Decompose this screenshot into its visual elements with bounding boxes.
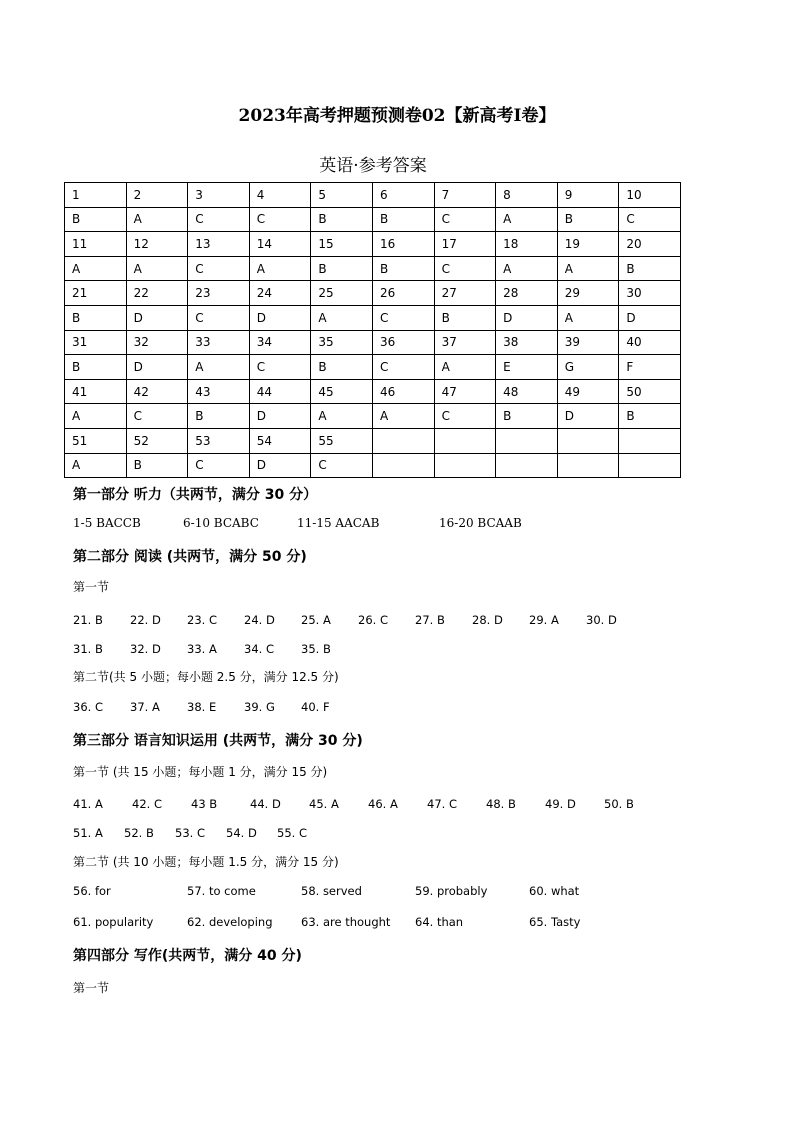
answer-table-cell: A [65, 404, 127, 429]
listening-answers-4: 16-20 BCAAB [439, 516, 522, 530]
answer-item: 46. A [368, 797, 398, 811]
answer-table-cell: 4 [249, 183, 311, 208]
cloze-answers-row-1 [73, 884, 643, 898]
answer-table-cell: 39 [557, 330, 619, 355]
answer-table-cell: A [557, 256, 619, 281]
answer-table-cell: 46 [372, 379, 434, 404]
reading-answers-row-2 [73, 642, 358, 656]
answer-table-cell: 38 [496, 330, 558, 355]
answer-item: 60. what [529, 884, 580, 898]
answer-table-cell: C [311, 453, 373, 478]
answer-item: 61. popularity [73, 915, 154, 929]
answer-item: 21. B [73, 613, 103, 627]
answer-item: 59. probably [415, 884, 488, 898]
answer-table-cell: C [434, 256, 496, 281]
answer-item: 34. C [244, 642, 274, 656]
answer-table [64, 182, 681, 478]
answer-table-cell: 31 [65, 330, 127, 355]
answer-table-cell: 15 [311, 232, 373, 257]
answer-table-cell: C [188, 453, 250, 478]
answer-item: 29. A [529, 613, 559, 627]
answer-item: 42. C [132, 797, 162, 811]
answer-table-row [65, 355, 681, 380]
answer-table-cell: B [434, 305, 496, 330]
answer-table-cell: 36 [372, 330, 434, 355]
answer-table-cell: 42 [126, 379, 188, 404]
answer-table-cell: 12 [126, 232, 188, 257]
answer-table-cell: 40 [619, 330, 681, 355]
answer-table-cell: B [311, 207, 373, 232]
reading-answers-row-3 [73, 700, 358, 714]
part2-heading: 第二部分 阅读 (共两节，满分 50 分) [73, 549, 307, 565]
answer-table-cell: C [249, 355, 311, 380]
answer-table-cell: 37 [434, 330, 496, 355]
part4-section1-label: 第一节 [73, 981, 110, 995]
part1-answers [73, 516, 522, 530]
answer-table-cell: C [372, 305, 434, 330]
answer-table-cell: 34 [249, 330, 311, 355]
answer-table-cell: C [126, 404, 188, 429]
answer-table-cell: F [619, 355, 681, 380]
answer-item: 50. B [604, 797, 634, 811]
answer-table-cell: A [249, 256, 311, 281]
answer-table-row [65, 281, 681, 306]
answer-table-cell: 9 [557, 183, 619, 208]
answer-table-cell: C [434, 404, 496, 429]
answer-table-cell: 30 [619, 281, 681, 306]
answer-table-cell: B [311, 256, 373, 281]
answer-table-cell: C [372, 355, 434, 380]
answer-item: 47. C [427, 797, 457, 811]
answer-table-cell: A [126, 256, 188, 281]
answer-table-cell: B [619, 404, 681, 429]
answer-table-cell [434, 453, 496, 478]
answer-table-cell: A [311, 404, 373, 429]
answer-item: 30. D [586, 613, 617, 627]
answer-table-cell: 21 [65, 281, 127, 306]
answer-table-row [65, 305, 681, 330]
reading-answers-row-1 [73, 613, 643, 627]
answer-table-cell: B [372, 207, 434, 232]
answer-table-cell: 6 [372, 183, 434, 208]
answer-table-cell: 7 [434, 183, 496, 208]
answer-table-cell: 55 [311, 428, 373, 453]
answer-item: 58. served [301, 884, 362, 898]
answer-table-cell: 28 [496, 281, 558, 306]
answer-item: 52. B [124, 826, 154, 840]
language-answers-row-2 [73, 826, 328, 840]
answer-item: 32. D [130, 642, 161, 656]
answer-table-cell [557, 428, 619, 453]
answer-table-row [65, 183, 681, 208]
listening-answers-1: 1-5 BACCB [73, 516, 141, 530]
answer-item: 33. A [187, 642, 217, 656]
answer-table-cell: 44 [249, 379, 311, 404]
answer-table-row [65, 330, 681, 355]
answer-table-row [65, 453, 681, 478]
answer-table-cell: A [126, 207, 188, 232]
answer-table-cell [372, 453, 434, 478]
answer-table-cell: B [65, 355, 127, 380]
part1-heading: 第一部分 听力（共两节，满分 30 分） [73, 487, 318, 503]
answer-table-cell: 10 [619, 183, 681, 208]
answer-table-cell: D [557, 404, 619, 429]
answer-table-cell: 8 [496, 183, 558, 208]
part3-section2-label: 第二节 (共 10 小题；每小题 1.5 分，满分 15 分) [73, 855, 339, 869]
answer-table-cell: 32 [126, 330, 188, 355]
answer-table-cell: 49 [557, 379, 619, 404]
answer-item: 49. D [545, 797, 576, 811]
answer-item: 53. C [175, 826, 205, 840]
answer-item: 44. D [250, 797, 281, 811]
answer-item: 55. C [277, 826, 307, 840]
answer-table-cell: D [249, 305, 311, 330]
answer-table-cell: A [372, 404, 434, 429]
answer-table-row [65, 379, 681, 404]
answer-table-cell: A [496, 256, 558, 281]
answer-item: 54. D [226, 826, 257, 840]
part2-section1-label: 第一节 [73, 580, 110, 594]
answer-table-cell: 52 [126, 428, 188, 453]
answer-table-cell: A [496, 207, 558, 232]
answer-table-cell: 19 [557, 232, 619, 257]
answer-table-cell [496, 453, 558, 478]
answer-item: 62. developing [187, 915, 273, 929]
answer-table-cell: 48 [496, 379, 558, 404]
answer-item: 57. to come [187, 884, 256, 898]
part3-heading: 第三部分 语言知识运用 (共两节，满分 30 分) [73, 733, 363, 749]
answer-item: 27. B [415, 613, 445, 627]
answer-table-cell: D [126, 305, 188, 330]
answer-table-cell: C [188, 305, 250, 330]
answer-table-cell: D [496, 305, 558, 330]
answer-table-cell [496, 428, 558, 453]
answer-table-cell: 53 [188, 428, 250, 453]
answer-table-cell: 1 [65, 183, 127, 208]
answer-item: 40. F [301, 700, 330, 714]
answer-table-cell: D [249, 453, 311, 478]
answer-item: 64. than [415, 915, 464, 929]
answer-item: 41. A [73, 797, 103, 811]
answer-table-cell: 51 [65, 428, 127, 453]
answer-table-cell: C [434, 207, 496, 232]
answer-table-cell: B [65, 207, 127, 232]
answer-table-row [65, 404, 681, 429]
answer-table-cell [434, 428, 496, 453]
answer-item: 25. A [301, 613, 331, 627]
answer-table-cell: 14 [249, 232, 311, 257]
answer-table-cell: 20 [619, 232, 681, 257]
answer-table-cell: A [557, 305, 619, 330]
answer-table-cell: A [65, 256, 127, 281]
answer-table-cell: 26 [372, 281, 434, 306]
answer-item: 63. are thought [301, 915, 391, 929]
answer-item: 38. E [187, 700, 217, 714]
answer-table-cell: 11 [65, 232, 127, 257]
answer-table-cell [619, 428, 681, 453]
answer-table-cell: 25 [311, 281, 373, 306]
answer-table-cell: B [188, 404, 250, 429]
answer-item: 28. D [472, 613, 503, 627]
answer-table-cell: 23 [188, 281, 250, 306]
answer-item: 43 B [191, 797, 218, 811]
language-answers-row-1 [73, 797, 663, 811]
answer-table-cell: 2 [126, 183, 188, 208]
answer-table-cell: 41 [65, 379, 127, 404]
answer-table-cell: A [188, 355, 250, 380]
answer-table-cell: 33 [188, 330, 250, 355]
answer-table-cell: 22 [126, 281, 188, 306]
answer-item: 35. B [301, 642, 331, 656]
answer-table-cell: 13 [188, 232, 250, 257]
answer-item: 56. for [73, 884, 111, 898]
answer-item: 65. Tasty [529, 915, 581, 929]
part4-heading: 第四部分 写作(共两节，满分 40 分) [73, 948, 302, 964]
answer-table-cell: 29 [557, 281, 619, 306]
part3-section1-label: 第一节 (共 15 小题；每小题 1 分，满分 15 分) [73, 765, 328, 779]
answer-table-row [65, 207, 681, 232]
answer-item: 26. C [358, 613, 388, 627]
answer-table-row [65, 256, 681, 281]
answer-item: 48. B [486, 797, 516, 811]
answer-item: 37. A [130, 700, 160, 714]
answer-table-cell: B [311, 355, 373, 380]
answer-table-cell: 18 [496, 232, 558, 257]
answer-table-cell [372, 428, 434, 453]
answer-table-cell: 47 [434, 379, 496, 404]
answer-item: 23. C [187, 613, 217, 627]
answer-table-cell: 54 [249, 428, 311, 453]
answer-item: 51. A [73, 826, 103, 840]
answer-table-cell: 24 [249, 281, 311, 306]
answer-table-cell: C [249, 207, 311, 232]
part2-section2-label: 第二节(共 5 小题；每小题 2.5 分，满分 12.5 分) [73, 670, 339, 684]
answer-table-cell: B [496, 404, 558, 429]
answer-table-row [65, 232, 681, 257]
answer-item: 22. D [130, 613, 161, 627]
answer-table-cell: 3 [188, 183, 250, 208]
answer-item: 31. B [73, 642, 103, 656]
answer-table-cell: 45 [311, 379, 373, 404]
answer-table-cell: E [496, 355, 558, 380]
answer-table-cell: B [619, 256, 681, 281]
answer-table-cell: C [188, 256, 250, 281]
answer-table-cell: C [188, 207, 250, 232]
answer-item: 36. C [73, 700, 103, 714]
answer-table-cell: B [557, 207, 619, 232]
answer-table-cell: D [619, 305, 681, 330]
answer-table-cell: A [311, 305, 373, 330]
answer-table-cell: A [434, 355, 496, 380]
answer-table-cell: 27 [434, 281, 496, 306]
answer-table-cell: A [65, 453, 127, 478]
answer-table-cell: 16 [372, 232, 434, 257]
answer-table-cell: 43 [188, 379, 250, 404]
answer-item: 24. D [244, 613, 275, 627]
answer-table-cell: C [619, 207, 681, 232]
page-title: 2023年高考押题预测卷02【新高考Ⅰ卷】 [238, 106, 556, 126]
answer-table-cell [557, 453, 619, 478]
answer-table-cell [619, 453, 681, 478]
answer-table-cell: B [126, 453, 188, 478]
answer-table-cell: 35 [311, 330, 373, 355]
listening-answers-3: 11-15 AACAB [297, 516, 380, 530]
answer-table-cell: 50 [619, 379, 681, 404]
answer-table-cell: 17 [434, 232, 496, 257]
answer-table-row [65, 428, 681, 453]
answer-table-cell: B [372, 256, 434, 281]
answer-table-cell: B [65, 305, 127, 330]
answer-item: 39. G [244, 700, 275, 714]
answer-table-cell: 5 [311, 183, 373, 208]
answer-table-cell: D [249, 404, 311, 429]
listening-answers-2: 6-10 BCABC [183, 516, 259, 530]
answer-table-cell: G [557, 355, 619, 380]
answer-item: 45. A [309, 797, 339, 811]
answer-table-cell: D [126, 355, 188, 380]
page-subtitle: 英语·参考答案 [319, 156, 427, 176]
cloze-answers-row-2 [73, 915, 643, 929]
